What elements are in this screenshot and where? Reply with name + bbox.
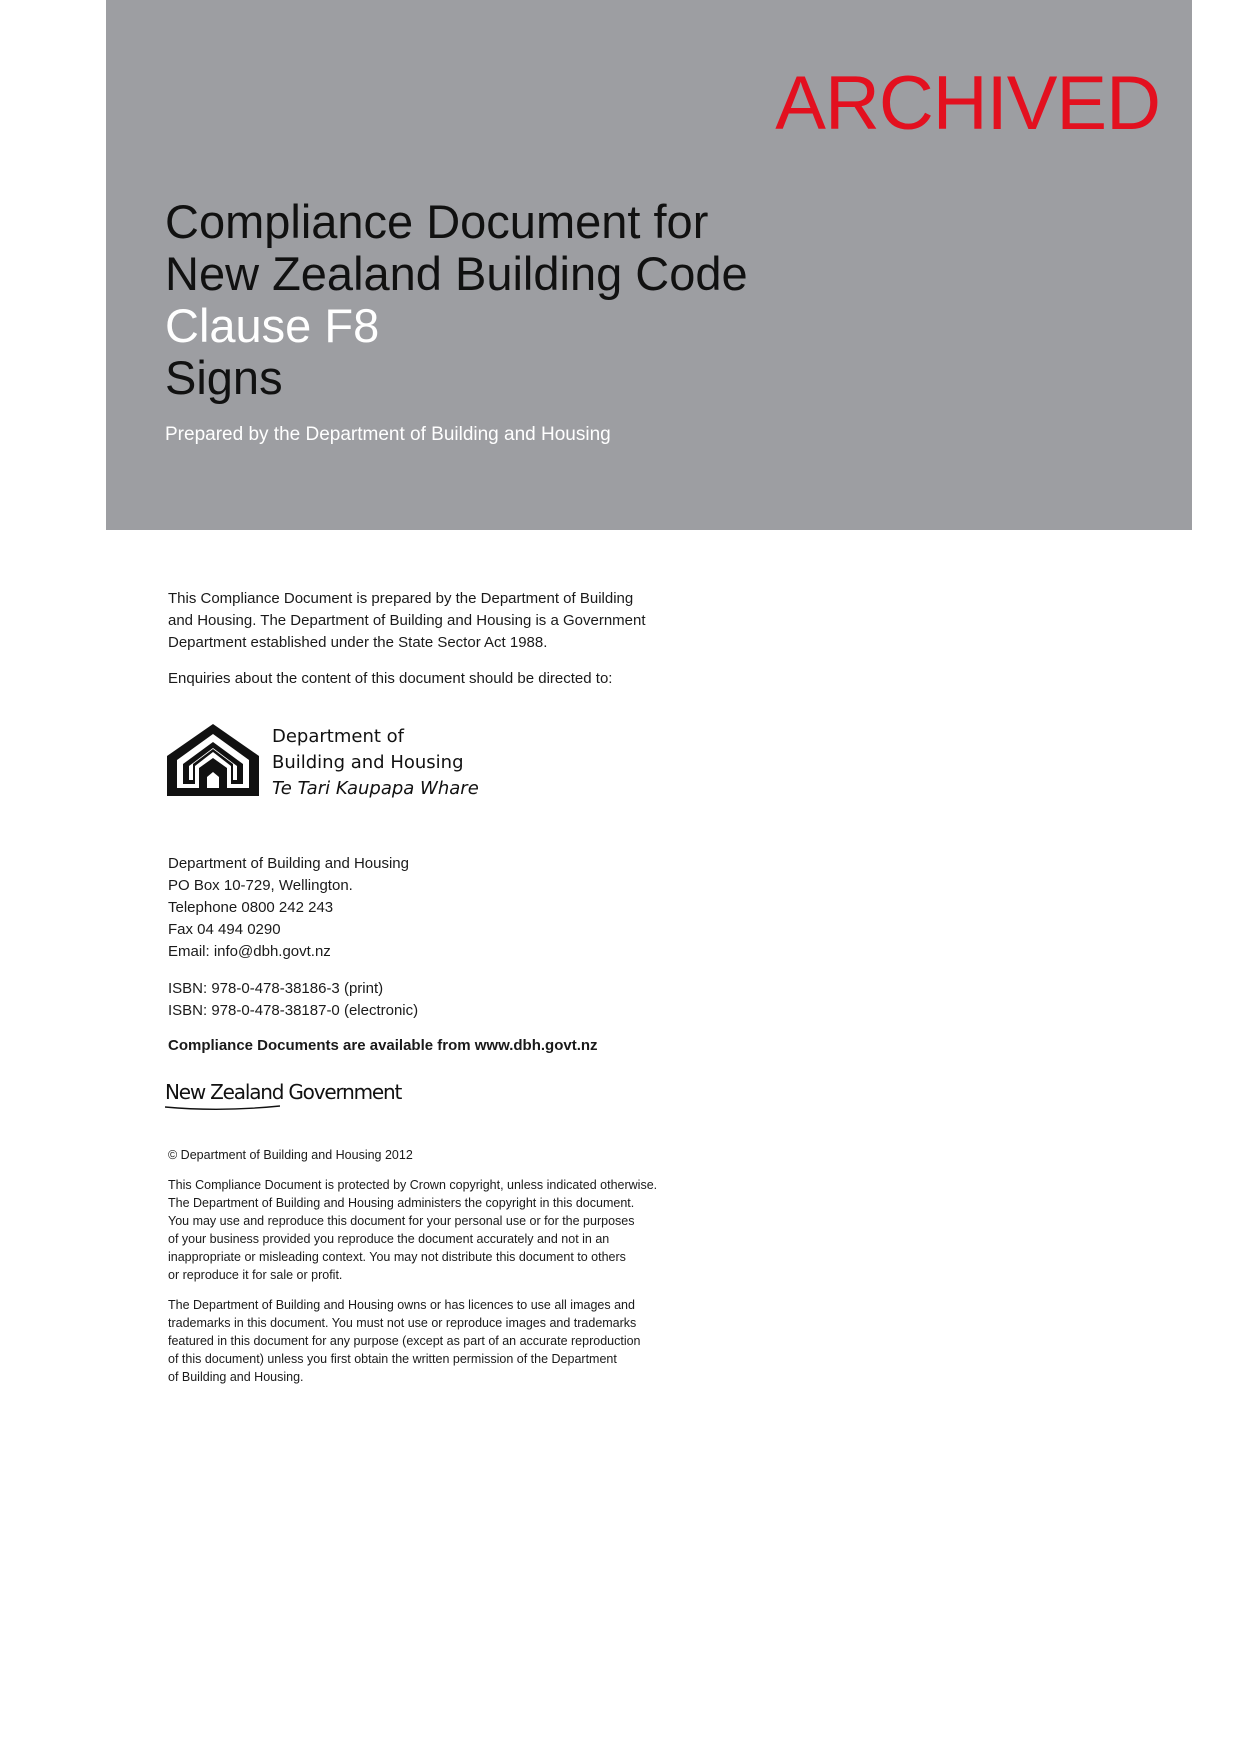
contact-details xyxy=(168,853,409,963)
title-line: Compliance Document for xyxy=(165,195,709,248)
intro-line: Department established under the State Sector Act 1988. xyxy=(168,634,548,651)
intro-line: This Compliance Document is prepared by the Department of Building xyxy=(168,590,634,607)
trademark-line: featured in this document for any purpose (except as part of an accurate reproduction xyxy=(168,1334,641,1348)
archived-watermark: ARCHIVED xyxy=(775,61,1160,146)
contact-line: Department of Building and Housing xyxy=(168,855,409,872)
isbn-block xyxy=(168,978,418,1022)
trademark-line: of Building and Housing. xyxy=(168,1370,304,1384)
trademark-line: The Department of Building and Housing owns or has licences to use all images and xyxy=(168,1298,635,1312)
copyright-notice: © Department of Building and Housing 2012 xyxy=(168,1148,413,1162)
contact-line: Telephone 0800 242 243 xyxy=(168,899,334,916)
crown-line: inappropriate or misleading context. You may not distribute this document to others xyxy=(168,1250,626,1264)
contact-email: Email: info@dbh.govt.nz xyxy=(168,943,331,960)
swoosh-icon xyxy=(165,1104,280,1112)
trademark-line: of this document) unless you first obtain the written permission of the Department xyxy=(168,1352,617,1366)
dbh-logo-maori: Te Tari Kaupapa Whare xyxy=(272,778,479,799)
document-title xyxy=(165,196,748,404)
subject-label: Signs xyxy=(165,351,283,404)
intro-paragraph xyxy=(168,588,688,654)
dbh-logo-line2: Building and Housing xyxy=(272,752,464,773)
crown-line: You may use and reproduce this document for your personal use or for the purposes xyxy=(168,1214,635,1228)
trademark-line: trademarks in this document. You must not use or reproduce images and trademarks xyxy=(168,1316,637,1330)
dbh-house-icon xyxy=(167,724,259,796)
crown-line: The Department of Building and Housing administers the copyright in this document. xyxy=(168,1196,635,1210)
isbn-print: ISBN: 978-0-478-38186-3 (print) xyxy=(168,980,384,997)
crown-copyright-paragraph xyxy=(168,1176,728,1284)
crown-line: This Compliance Document is protected by Crown copyright, unless indicated otherwise. xyxy=(168,1178,658,1192)
clause-label: Clause F8 xyxy=(165,299,380,352)
crown-line: of your business provided you reproduce the document accurately and not in an xyxy=(168,1232,610,1246)
contact-line: Fax 04 494 0290 xyxy=(168,921,281,938)
cover-header-band xyxy=(106,0,1192,530)
nz-government-logo xyxy=(165,1082,401,1102)
intro-line: and Housing. The Department of Building and Housing is a Government xyxy=(168,612,646,629)
nz-government-logo-text: New Zealand Government xyxy=(165,1080,402,1104)
prepared-by-text: Prepared by the Department of Building and Housing xyxy=(165,424,611,445)
dbh-logo-line1: Department of xyxy=(272,726,404,747)
isbn-electronic: ISBN: 978-0-478-38187-0 (electronic) xyxy=(168,1002,419,1019)
contact-line: PO Box 10-729, Wellington. xyxy=(168,877,353,894)
crown-line: or reproduce it for sale or profit. xyxy=(168,1268,343,1282)
dbh-logo-text xyxy=(272,724,479,802)
availability-note: Compliance Documents are available from www.dbh.govt.nz xyxy=(168,1037,598,1054)
title-line: New Zealand Building Code xyxy=(165,247,748,300)
trademark-paragraph xyxy=(168,1296,728,1386)
enquiries-text: Enquiries about the content of this document should be directed to: xyxy=(168,670,613,687)
dbh-logo xyxy=(167,724,527,824)
